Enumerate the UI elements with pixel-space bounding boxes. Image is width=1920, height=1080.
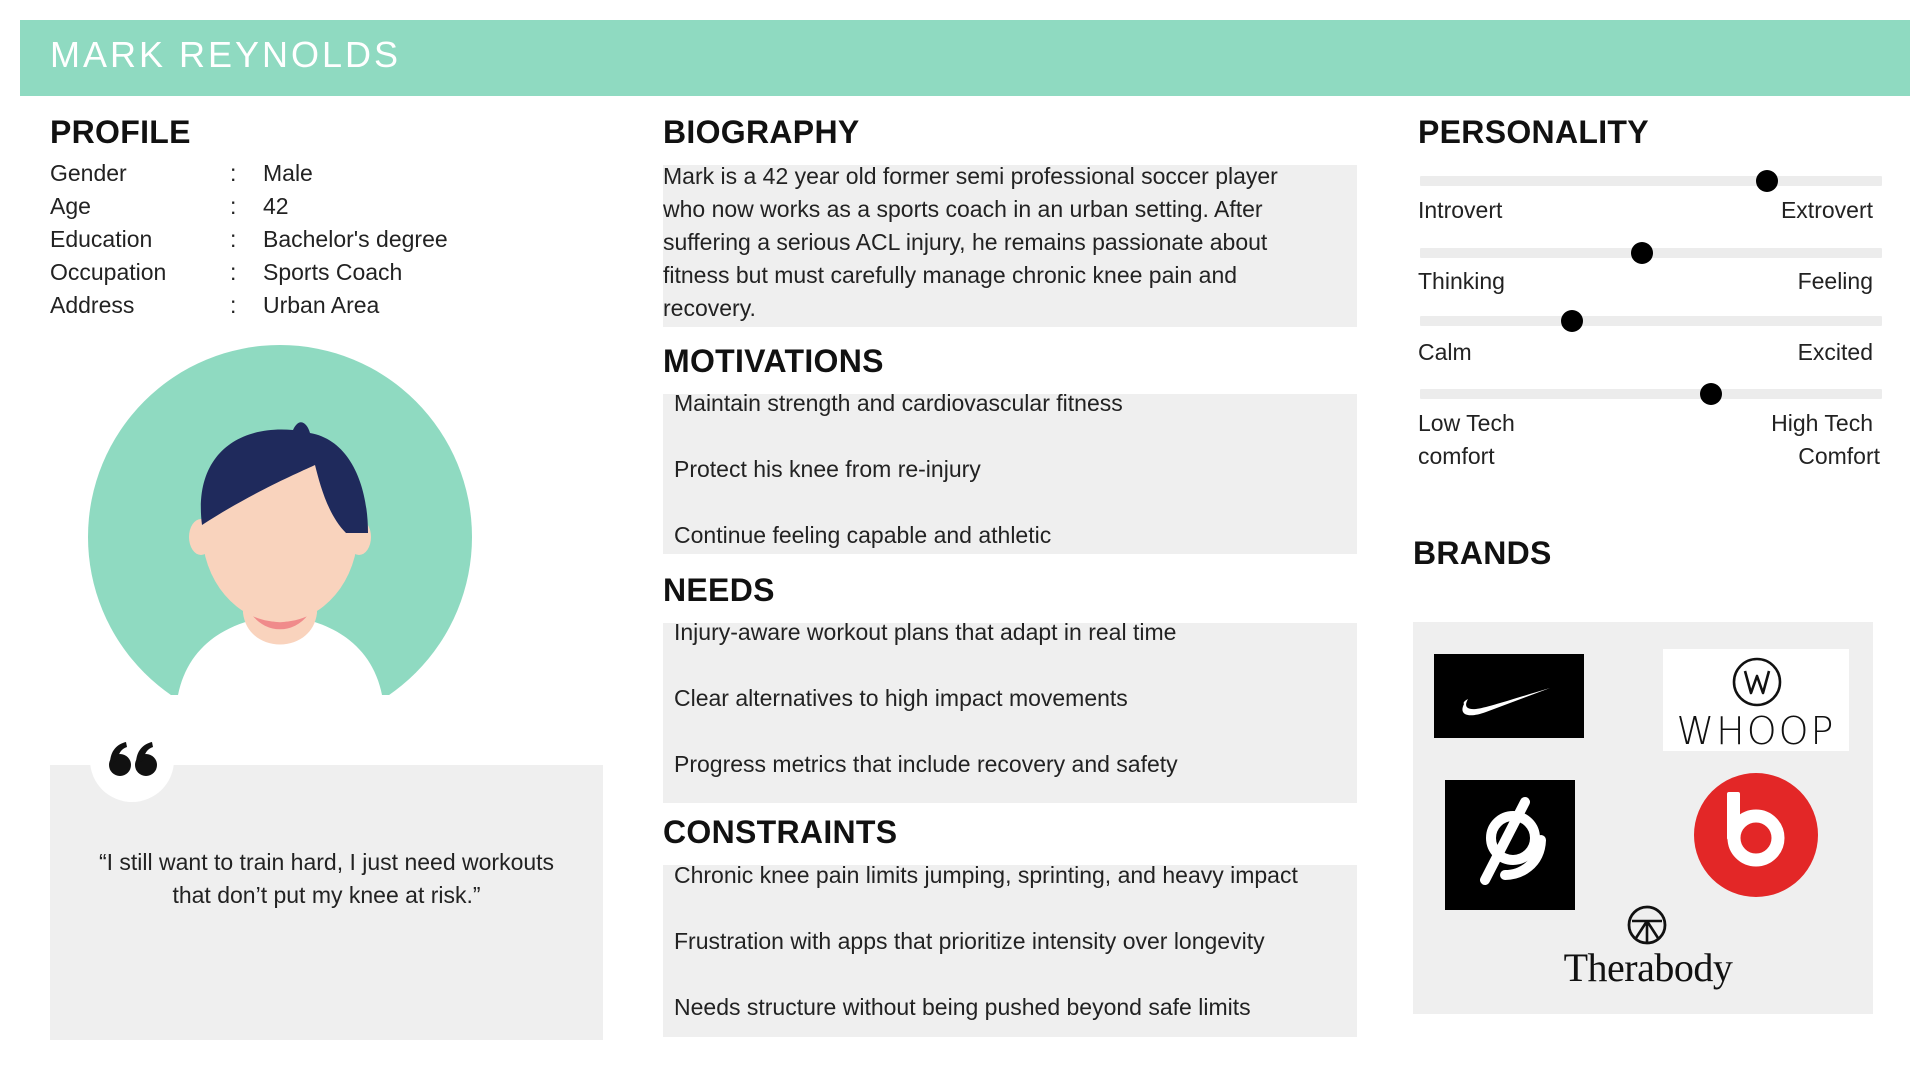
profile-label: Gender bbox=[50, 160, 127, 186]
quote-mark-icon bbox=[90, 718, 174, 802]
therabody-mark-icon bbox=[1626, 904, 1668, 946]
trait-label-left: Introvert bbox=[1418, 197, 1503, 223]
profile-label: Age bbox=[50, 193, 91, 219]
trait-label-right: Feeling bbox=[1797, 268, 1873, 294]
trait-label-line: comfort bbox=[1418, 443, 1495, 469]
biography-line: fitness but must carefully manage chronic knee pain and bbox=[663, 262, 1238, 288]
trait-label-right: Excited bbox=[1797, 339, 1873, 365]
profile-value: Bachelor's degree bbox=[263, 226, 448, 252]
motivations-title: MOTIVATIONS bbox=[663, 343, 884, 379]
quote-badge bbox=[90, 718, 174, 802]
nike-logo-icon bbox=[1434, 654, 1584, 738]
needs-box bbox=[663, 619, 1357, 803]
needs-title: NEEDS bbox=[663, 572, 775, 608]
profile-separator: : bbox=[230, 193, 237, 219]
need-item: Injury-aware workout plans that adapt in real time bbox=[674, 619, 1177, 645]
constraints-box bbox=[663, 862, 1357, 1037]
profile-separator: : bbox=[230, 259, 237, 285]
profile-value: Sports Coach bbox=[263, 259, 403, 285]
therabody-wordmark: Therabody bbox=[1563, 945, 1733, 990]
biography-line: who now works as a sports coach in an urban setting. After bbox=[663, 196, 1263, 222]
motivations-box bbox=[663, 390, 1357, 554]
biography-text bbox=[663, 160, 1363, 325]
personality-title: PERSONALITY bbox=[1418, 114, 1649, 150]
biography-line: Mark is a 42 year old former semi professional soccer player bbox=[663, 163, 1278, 189]
quote-line: that don’t put my knee at risk.” bbox=[172, 882, 481, 908]
whoop-logo bbox=[1663, 649, 1849, 751]
profile-label: Address bbox=[50, 292, 135, 318]
profile-label: Occupation bbox=[50, 259, 167, 285]
trait-label-left: Calm bbox=[1418, 339, 1472, 365]
brands-box bbox=[1413, 622, 1873, 1014]
whoop-wordmark: WHOOP bbox=[1676, 709, 1836, 753]
trait-label-line: Low Tech bbox=[1418, 410, 1515, 436]
profile-value: Urban Area bbox=[263, 292, 380, 318]
trait-label-left: Thinking bbox=[1418, 268, 1505, 294]
profile-separator: : bbox=[230, 292, 237, 318]
motivation-item: Maintain strength and cardiovascular fitness bbox=[674, 390, 1123, 416]
brands-title: BRANDS bbox=[1413, 535, 1552, 571]
need-item: Progress metrics that include recovery and safety bbox=[674, 751, 1178, 777]
motivation-item: Protect his knee from re-injury bbox=[674, 456, 981, 482]
constraints-title: CONSTRAINTS bbox=[663, 814, 898, 850]
constraint-item: Frustration with apps that prioritize intensity over longevity bbox=[674, 928, 1265, 954]
whoop-mark-icon bbox=[1731, 656, 1783, 708]
constraint-item: Needs structure without being pushed beyond safe limits bbox=[674, 994, 1251, 1020]
slider-marker bbox=[1756, 170, 1778, 192]
trait-label-line: Comfort bbox=[1798, 443, 1880, 469]
profile-value: Male bbox=[263, 160, 313, 186]
peloton-logo-icon bbox=[1445, 780, 1575, 910]
biography-line: suffering a serious ACL injury, he remains passionate about bbox=[663, 229, 1268, 255]
profile-separator: : bbox=[230, 226, 237, 252]
personality-slider-introvert-extrovert bbox=[1420, 176, 1882, 186]
personality-slider-thinking-feeling bbox=[1420, 248, 1882, 258]
personality-slider-tech-comfort bbox=[1420, 389, 1882, 399]
trait-label-right bbox=[1418, 407, 1880, 473]
persona-quote bbox=[60, 846, 593, 912]
need-item: Clear alternatives to high impact movements bbox=[674, 685, 1128, 711]
profile-separator: : bbox=[230, 160, 237, 186]
slider-marker bbox=[1561, 310, 1583, 332]
personality-slider-calm-excited bbox=[1420, 316, 1882, 326]
trait-label-right: Extrovert bbox=[1780, 197, 1873, 223]
motivation-item: Continue feeling capable and athletic bbox=[674, 522, 1052, 548]
quote-line: “I still want to train hard, I just need workouts bbox=[98, 849, 555, 875]
avatar bbox=[88, 345, 473, 695]
slider-marker bbox=[1631, 242, 1653, 264]
biography-line: recovery. bbox=[663, 295, 756, 321]
persona-name: MARK REYNOLDS bbox=[50, 34, 402, 75]
profile-title: PROFILE bbox=[50, 114, 191, 150]
biography-title: BIOGRAPHY bbox=[663, 114, 860, 150]
profile-label: Education bbox=[50, 226, 153, 252]
profile-value: 42 bbox=[263, 193, 289, 219]
beats-logo-icon bbox=[1693, 772, 1819, 898]
constraint-item: Chronic knee pain limits jumping, sprinting, and heavy impact bbox=[674, 862, 1298, 888]
trait-label-line: High Tech bbox=[1771, 410, 1873, 436]
slider-marker bbox=[1700, 383, 1722, 405]
